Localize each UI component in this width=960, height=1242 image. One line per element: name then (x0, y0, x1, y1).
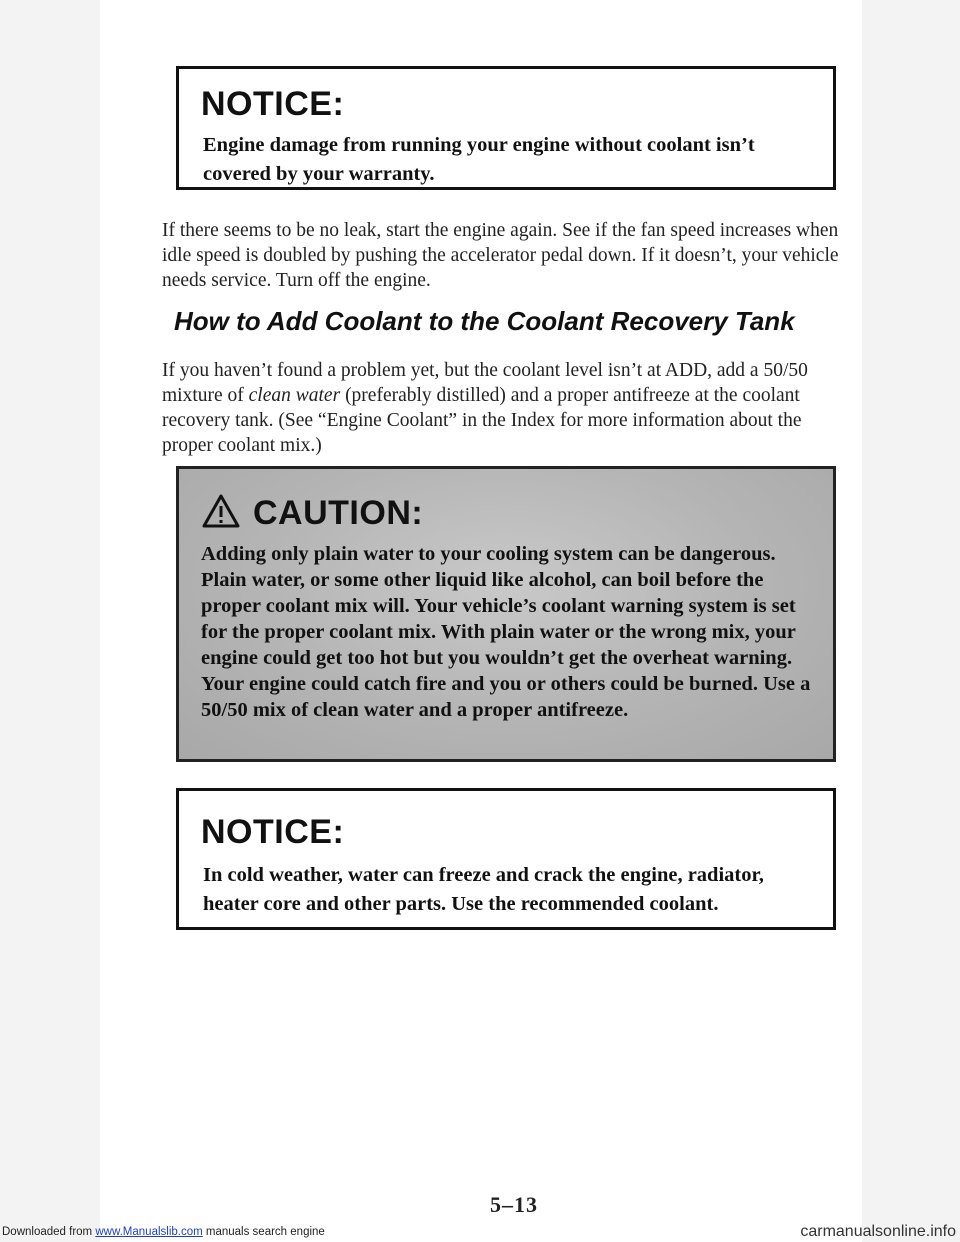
caution-header (201, 493, 423, 534)
paragraph-text: (preferably distilled) and a proper antifreeze at the coolant recovery tank. (See “Engine Coolant” in the Index for more information about the proper coolant mix.) (162, 385, 802, 456)
caution-title: CAUTION: (253, 494, 424, 532)
notice-text: In cold weather, water can freeze and crack the engine, radiator, heater core and other parts. Use the recommended coolant. (203, 864, 764, 915)
caution-text: Adding only plain water to your cooling system can be dangerous. Plain water, or some other liquid like alcohol, can boil before the proper coolant mix will. Your vehicle’s coolant warning system is set for the proper coolant mix. With plain water or the wrong mix, your engine could get too hot but you wouldn’t get the overheat warning. Your engine could catch fire and you or others could be burned. Use a 50/50 mix of clean water and a proper antifreeze. (201, 543, 811, 721)
notice-title: NOTICE: (201, 85, 345, 123)
caution-box (176, 466, 836, 762)
download-footer (2, 1226, 325, 1238)
page-number: 5–13 (490, 1192, 538, 1217)
paragraph-add-coolant (162, 358, 842, 458)
notice-title: NOTICE: (201, 813, 345, 851)
emphasis-clean-water: clean water (248, 385, 341, 406)
footer-suffix: manuals search engine (202, 1226, 325, 1238)
watermark-text: carmanualsonline.info (800, 1223, 956, 1240)
notice-box-cold-weather (176, 788, 836, 930)
paragraph-text: If you haven’t found a problem yet, but the coolant level isn’t at ADD, add a 50/50 mixture of (162, 360, 808, 406)
footer-prefix: Downloaded from (2, 1226, 96, 1238)
notice-box-warranty (176, 66, 836, 190)
notice-text: Engine damage from running your engine without coolant isn’t covered by your warranty. (203, 134, 755, 185)
manualslib-link[interactable]: www.Manualslib.com (95, 1226, 203, 1238)
warning-triangle-icon (201, 493, 241, 534)
section-heading: How to Add Coolant to the Coolant Recovery Tank (174, 306, 795, 336)
paragraph-leak-check: If there seems to be no leak, start the engine again. See if the fan speed increases when idle speed is doubled by pushing the accelerator pedal down. If it doesn’t, your vehicle needs service. Turn off the engine. (162, 220, 839, 291)
